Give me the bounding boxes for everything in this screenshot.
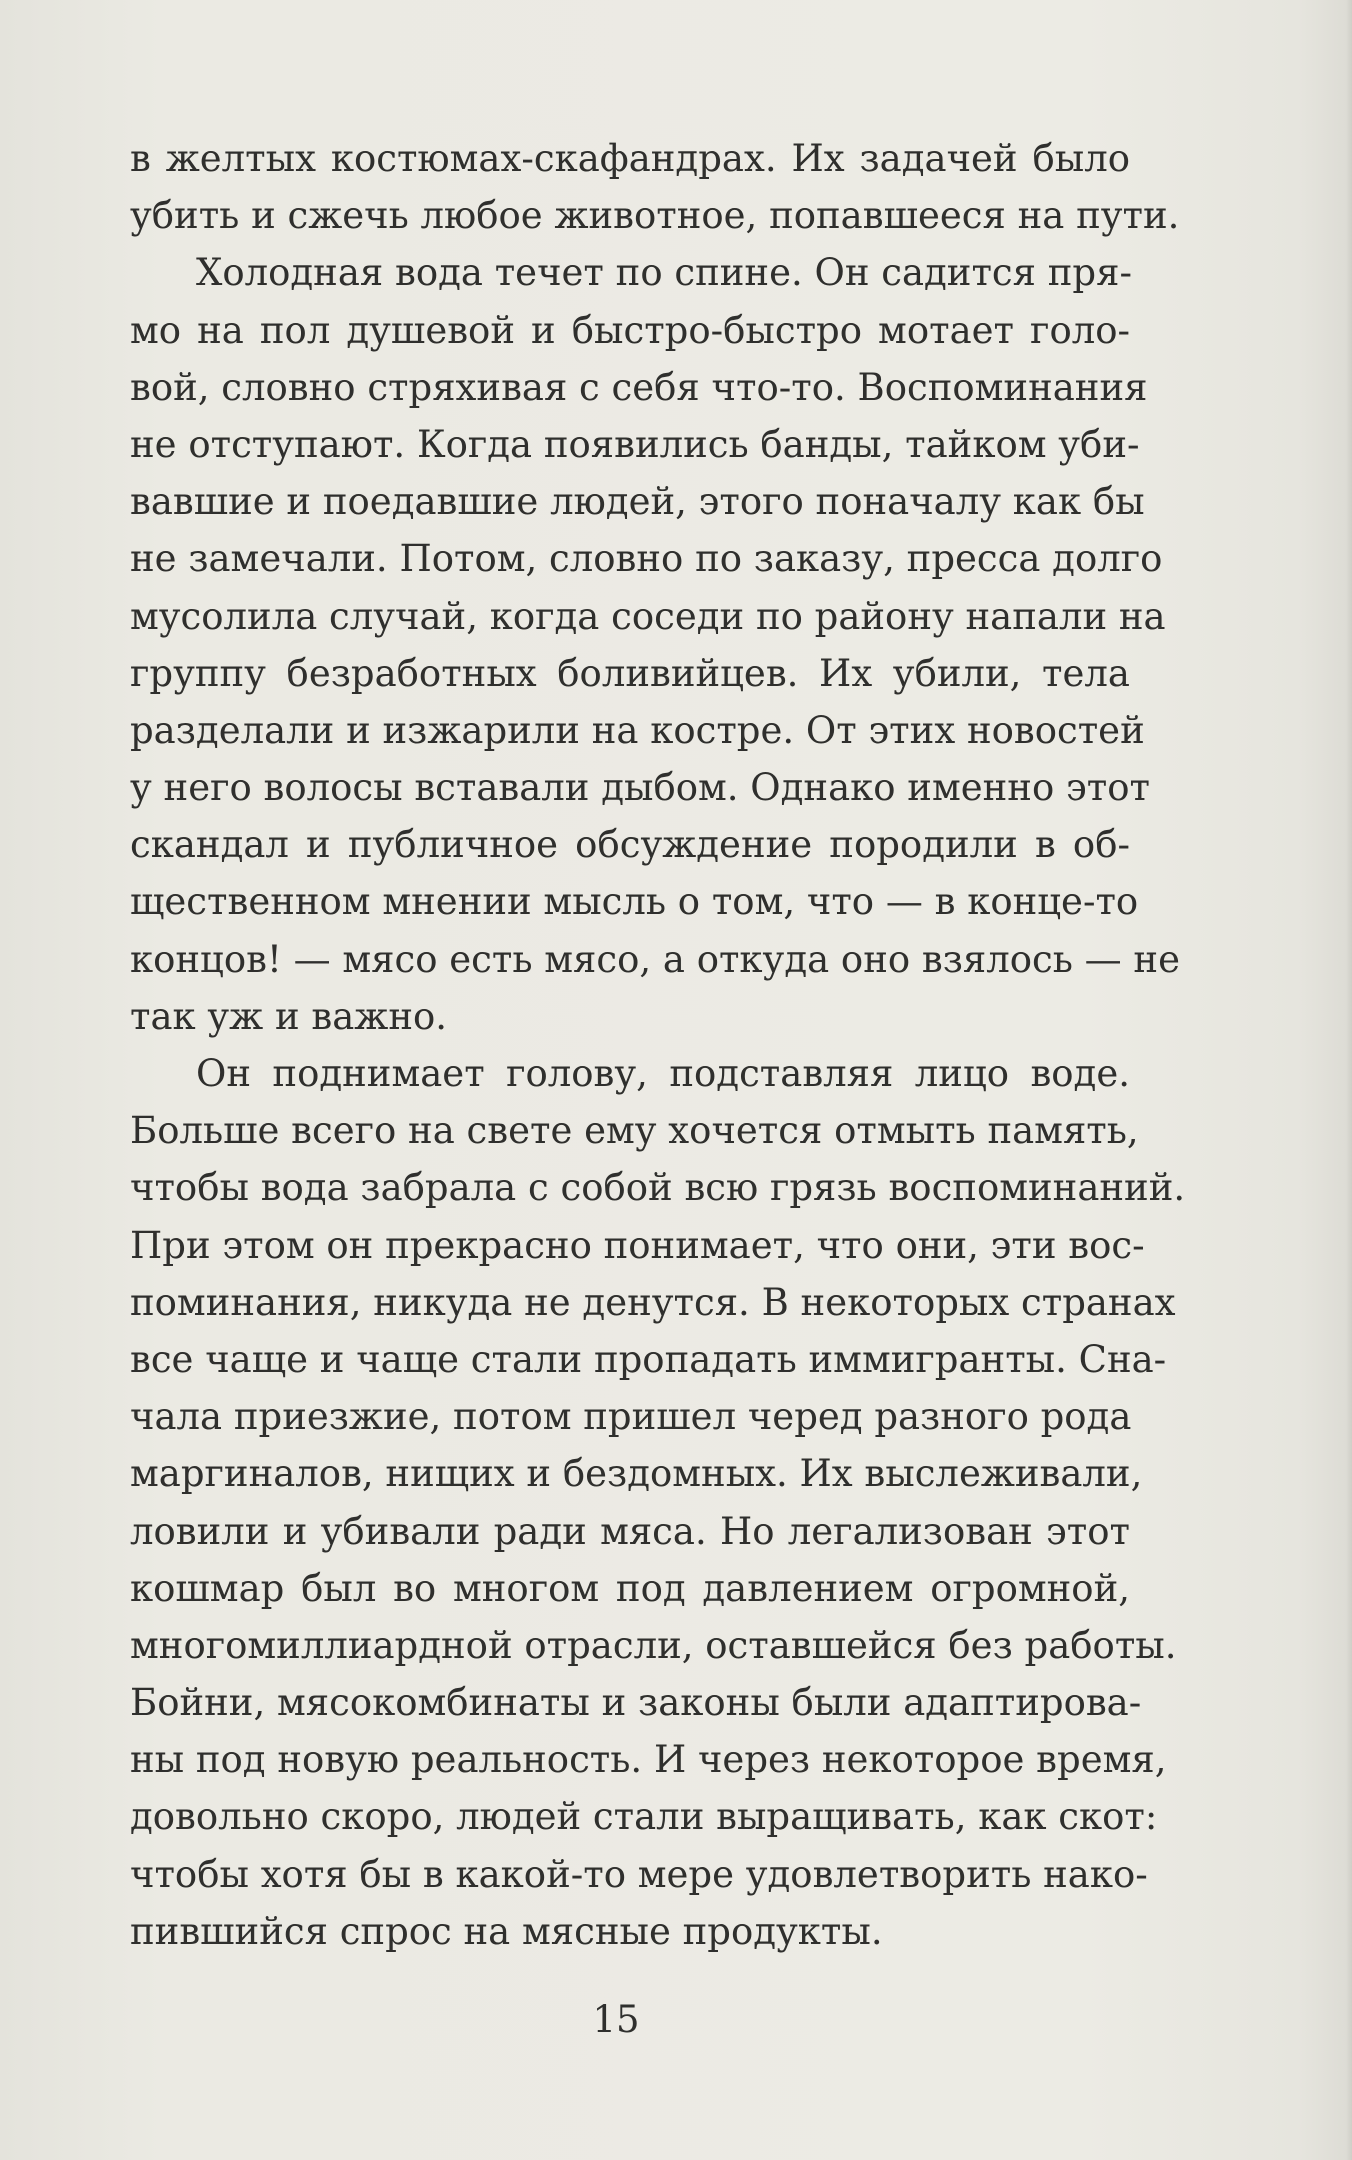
text-line: довольно скоро, людей стали выращивать, как скот: bbox=[130, 1795, 1158, 1839]
text-line: чтобы хотя бы в какой-то мере удовлетворить нако- bbox=[130, 1852, 1148, 1896]
text-line: чтобы вода забрала с собой всю грязь воспоминаний. bbox=[130, 1166, 1186, 1210]
text-line: многомиллиардной отрасли, оставшейся без работы. bbox=[130, 1623, 1177, 1667]
text-line: скандал и публичное обсуждение породили в об- bbox=[130, 823, 1130, 867]
text-line: Бойни, мясокомбинаты и законы были адаптирова- bbox=[130, 1681, 1142, 1725]
text-line: убить и сжечь любое животное, попавшееся на пути. bbox=[130, 194, 1180, 238]
paragraph-first-line: Он поднимает голову, подставляя лицо воде. bbox=[196, 1052, 1130, 1095]
text-line: мо на пол душевой и быстро-быстро мотает голо- bbox=[130, 308, 1130, 352]
text-line: поминания, никуда не денутся. В некоторых странах bbox=[130, 1280, 1176, 1324]
text-line: все чаще и чаще стали пропадать иммигранты. Сна- bbox=[130, 1337, 1167, 1381]
paragraph-last-line: так уж и важно. bbox=[130, 994, 448, 1038]
paragraph-first-line: Холодная вода течет по спине. Он садится пря- bbox=[196, 251, 1132, 295]
text-line: не замечали. Потом, словно по заказу, пресса долго bbox=[130, 537, 1163, 581]
text-line: вой, словно стряхивая с себя что-то. Воспоминания bbox=[130, 365, 1148, 409]
text-line: Больше всего на свете ему хочется отмыть память, bbox=[130, 1109, 1139, 1153]
text-line: кошмар был во многом под давлением огромной, bbox=[130, 1566, 1130, 1610]
text-line: мусолила случай, когда соседи по району напали на bbox=[130, 594, 1166, 638]
paragraph-last-line: пившийся спрос на мясные продукты. bbox=[130, 1909, 883, 1953]
text-line: ловили и убивали ради мяса. Но легализован этот bbox=[130, 1509, 1130, 1553]
text-line: ны под новую реальность. И через некоторое время, bbox=[130, 1738, 1167, 1782]
text-line: в желтых костюмах-скафандрах. Их задачей было bbox=[130, 137, 1130, 180]
body-text bbox=[130, 130, 1186, 1960]
text-line: разделали и изжарили на костре. От этих новостей bbox=[130, 708, 1145, 752]
text-line: у него волосы вставали дыбом. Однако именно этот bbox=[130, 766, 1150, 810]
text-line: маргиналов, нищих и бездомных. Их выслеживали, bbox=[130, 1452, 1143, 1496]
text-line: вавшие и поедавшие людей, этого поначалу как бы bbox=[130, 480, 1145, 524]
page-number: 15 bbox=[592, 1998, 640, 2041]
text-line: щественном мнении мысль о том, что — в конце-то bbox=[130, 880, 1139, 924]
text-line: чала приезжие, потом пришел черед разного рода bbox=[130, 1395, 1132, 1439]
page-edge-shadow bbox=[1346, 0, 1352, 2160]
text-line: не отступают. Когда появились банды, тайком уби- bbox=[130, 422, 1140, 466]
text-line: группу безработных боливийцев. Их убили, тела bbox=[130, 651, 1130, 695]
text-line: концов! — мясо есть мясо, а откуда оно взялось — не bbox=[130, 937, 1180, 981]
text-line: При этом он прекрасно понимает, что они, эти вос- bbox=[130, 1223, 1145, 1267]
